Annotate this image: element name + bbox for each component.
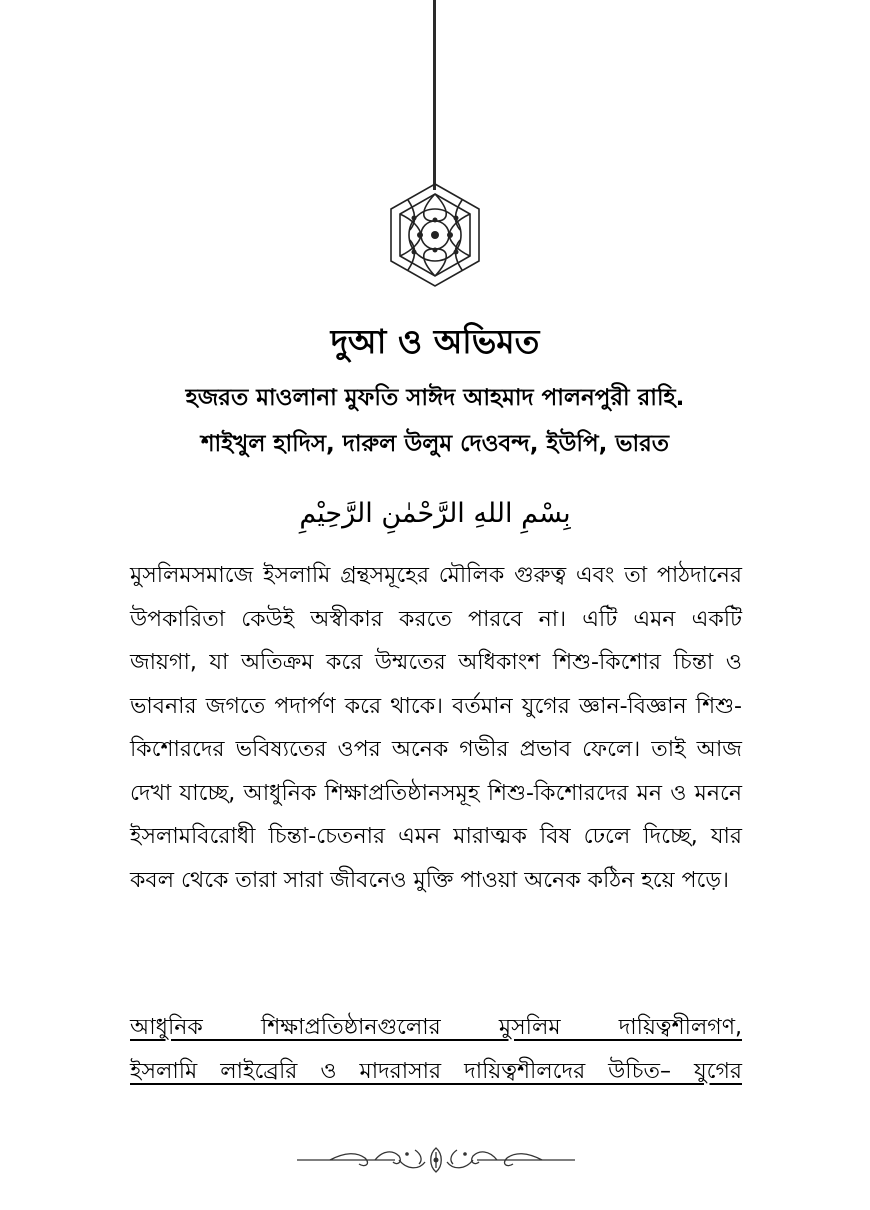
arabesque-ornament-icon [380,180,490,290]
basmala: بِسْمِ اللهِ الرَّحْمٰنِ الرَّحِيْمِ [299,498,571,529]
body-paragraph [130,554,742,902]
underlined-line-1: আধুনিক শিক্ষাপ্রতিষ্ঠানগুলোর মুসলিম দায়িত্বশীলগণ, [130,1015,742,1040]
underlined-passage [130,1006,742,1093]
hanging-line [433,0,436,190]
footer-divider-ornament-icon [295,1140,577,1180]
author-title: শাইখুল হাদিস, দারুল উলুম দেওবন্দ, ইউপি, ভারত [200,431,670,457]
page-title: দুআ ও অভিমত [330,322,540,361]
underlined-line-2: ইসলামি লাইব্রেরি ও মাদরাসার দায়িত্বশীলদের উচিত– যুগের [130,1058,742,1084]
paragraph-text: মুসলিমসমাজে ইসলামি গ্রন্থসমূহের মৌলিক গুরুত্ব এবং তা পাঠদানের উপকারিতা কেউই অস্বীকার করতে পারবে না। এটি এমন একটি জায়গা, যা অতিক্রম করে উম্মতের অধিকাংশ শিশু-কিশোর চিন্তা ও ভাবনার জগতে পদার্পণ করে থাকে। বর্তমান যুগের জ্ঞান-বিজ্ঞান শিশু-কিশোরদের ভবিষ্যতের ওপর অনেক গভীর প্রভাব ফেলে। তাই আজ দেখা যাচ্ছে, আধুনিক শিক্ষাপ্রতিষ্ঠানসমূহ শিশু-কিশোরদের মন ও মননে ইসলামবিরোধী চিন্তা-চেতনার এমন মারাত্মক বিষ ঢেলে দিচ্ছে, যার কবল থেকে তারা সারা জীবনেও মুক্তি পাওয়া অনেক কঠিন হয়ে পড়ে। [130,563,742,893]
author-name: হজরত মাওলানা মুফতি সাঈদ আহমাদ পালনপুরী রাহি. [185,385,685,411]
